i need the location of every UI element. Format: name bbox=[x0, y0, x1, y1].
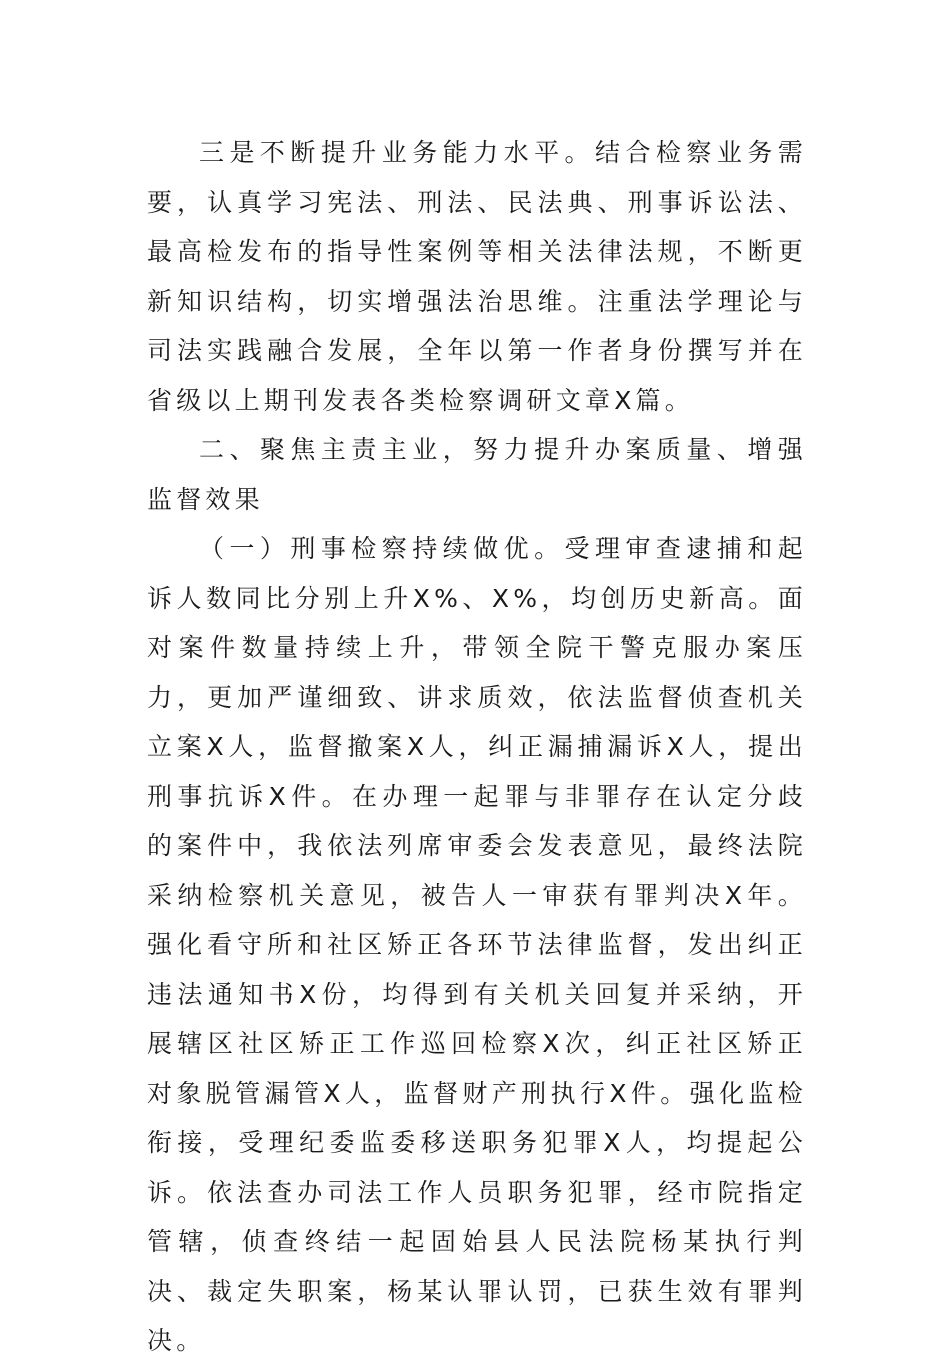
paragraph-criminal-procuratorate: （一）刑事检察持续做优。受理审查逮捕和起诉人数同比分别上升X%、X%，均创历史新高。面对案件数量持续上升，带领全院干警克服办案压力，更加严谨细致、讲求质效，依法监督侦查机关立案X人，监督撤案X人，纠正漏捕漏诉X人，提出刑事抗诉X件。在办理一起罪与非罪存在认定分歧的案件中，我依法列席审委会发表意见，最终法院采纳检察机关意见，被告人一审获有罪判决X年。强化看守所和社区矫正各环节法律监督，发出纠正违法通知书X份，均得到有关机关回复并采纳，开展辖区社区矫正工作巡回检察X次，纠正社区矫正对象脱管漏管X人，监督财产刑执行X件。强化监检衔接，受理纪委监委移送职务犯罪X人，均提起公诉。依法查办司法工作人员职务犯罪，经市院指定管辖，侦查终结一起固始县人民法院杨某执行判决、裁定失职案，杨某认罪认罚，已获生效有罪判决。 bbox=[147, 534, 807, 1355]
document-body bbox=[147, 128, 807, 1366]
section-heading-two: 二、聚焦主责主业，努力提升办案质量、增强监督效果 bbox=[147, 435, 807, 514]
paragraph-capability: 三是不断提升业务能力水平。结合检察业务需要，认真学习宪法、刑法、民法典、刑事诉讼法、最高检发布的指导性案例等相关法律法规，不断更新知识结构，切实增强法治思维。注重法学理论与司法实践融合发展，全年以第一作者身份撰写并在省级以上期刊发表各类检察调研文章X篇。 bbox=[147, 138, 807, 415]
